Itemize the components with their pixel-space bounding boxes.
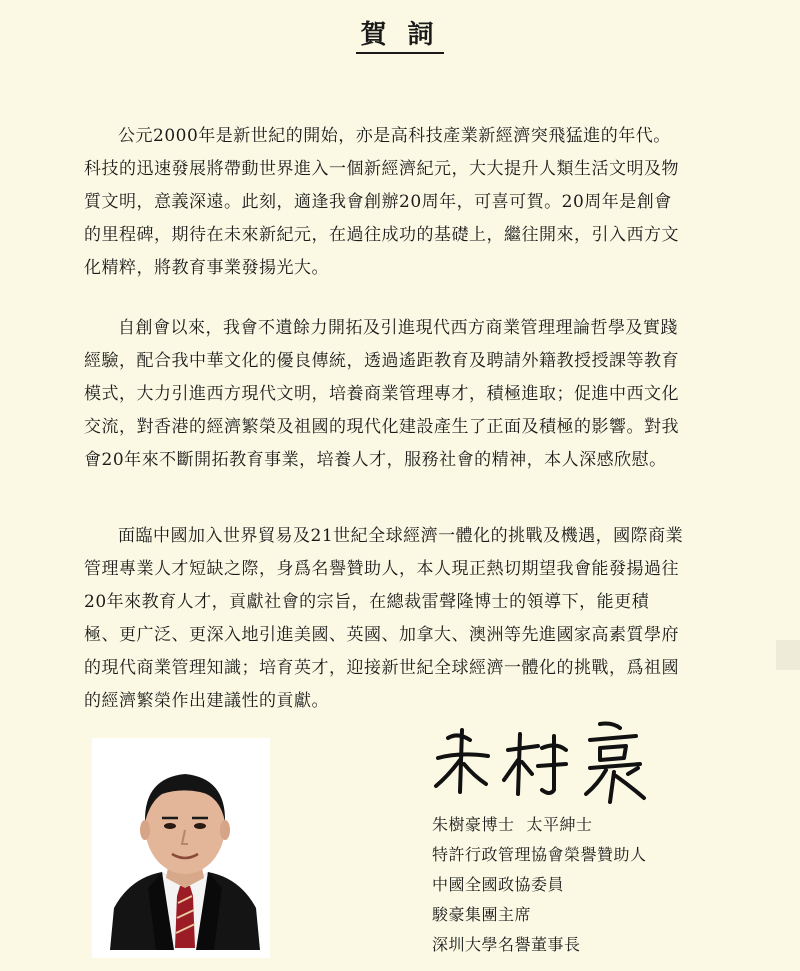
signatory-role: 中國全國政協委員: [432, 875, 565, 894]
scan-mark: [776, 640, 800, 670]
portrait-photo: [92, 738, 270, 958]
paragraph-3: 面臨中國加入世界貿易及21世紀全球經濟一體化的挑戰及機遇，國際商業管理專業人才短缺之際，身爲名譽贊助人，本人現正熱切期望我會能發揚過往20年來教育人才，貢獻社會的宗旨，在總裁雷聲隆博士的領導下，能更積極、更广泛、更深入地引進美國、英國、加拿大、澳洲等先進國家高素質學府的現代商業管理知識；培育英才，迎接新世紀全球經濟一體化的挑戰，爲祖國的經濟繁榮作出建議性的貢獻。: [84, 526, 684, 711]
signatory-role: 深圳大學名譽董事長: [432, 935, 581, 954]
page-title: [0, 14, 800, 51]
signatory-role: 特許行政管理協會榮譽贊助人: [432, 845, 647, 864]
signatory-role: 駿豪集團主席: [432, 905, 532, 924]
portrait-illustration: [100, 738, 270, 950]
handwritten-signature: [430, 710, 660, 810]
signatory-name: 朱樹豪博士: [432, 815, 515, 834]
page-title-text: 賀 詞: [356, 20, 443, 54]
signature: [430, 710, 660, 810]
paragraph-2: 自創會以來，我會不遺餘力開拓及引進現代西方商業管理理論哲學及實踐經驗，配合我中華文化的優良傳統，透過遙距教育及聘請外籍教授授課等教育模式，大力引進西方現代文明，培養商業管理專才，積極進取；促進中西文化交流，對香港的經濟繁榮及祖國的現代化建設產生了正面及積極的影響。對我會20年來不斷開拓教育事業，培養人才，服務社會的精神，本人深感欣慰。: [84, 318, 679, 470]
signatory-credits: [432, 810, 772, 960]
paragraph-1: 公元2000年是新世紀的開始，亦是高科技產業新經濟突飛猛進的年代。科技的迅速發展將帶動世界進入一個新經濟紀元，大大提升人類生活文明及物質文明，意義深遠。此刻，適逢我會創辦20周年，可喜可賀。20周年是創會的里程碑，期待在未來新紀元，在過往成功的基礎上，繼往開來，引入西方文化精粹，將教育事業發揚光大。: [84, 126, 679, 278]
signatory-name-line: [432, 810, 772, 840]
signatory-honorific: 太平紳士: [526, 815, 593, 834]
